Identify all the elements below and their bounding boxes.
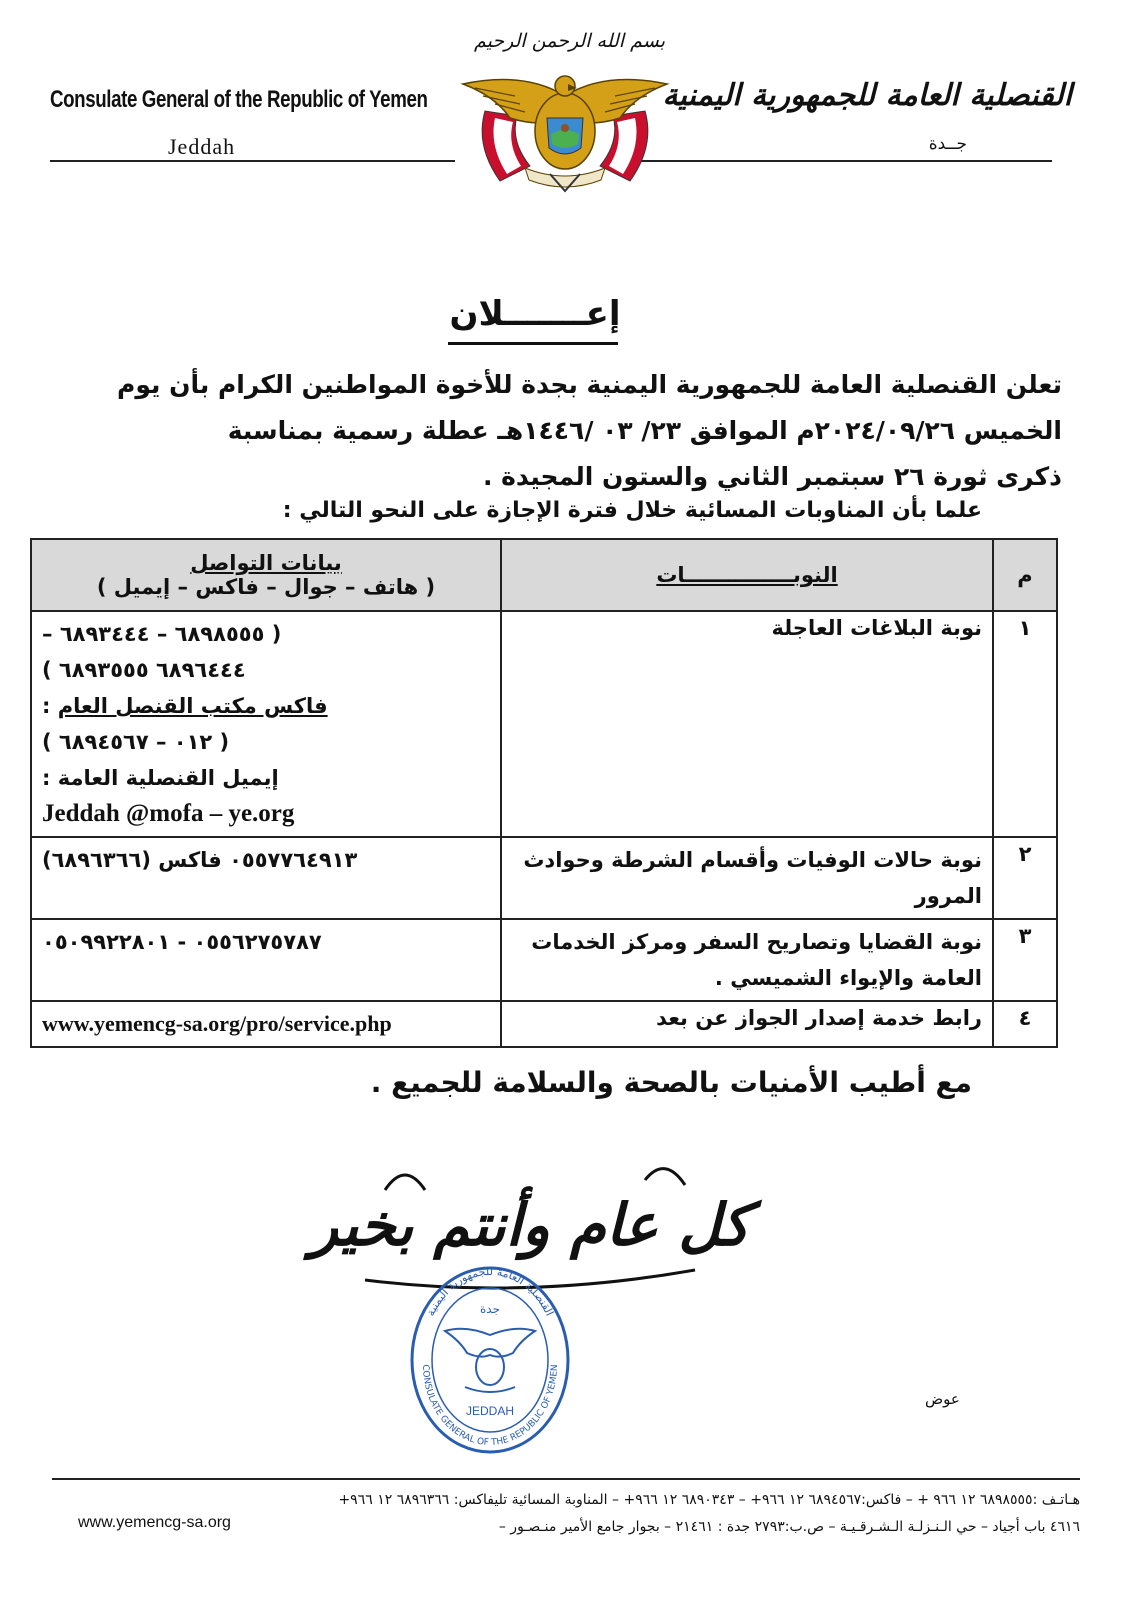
fax-label: فاكس مكتب القنصل العام bbox=[57, 694, 328, 718]
fax-value: ( ٠١٢ – ٦٨٩٤٥٦٧ ) bbox=[42, 730, 230, 754]
header-en-city: Jeddah bbox=[168, 134, 236, 159]
header-contact-label: بيانات التواصل bbox=[190, 551, 342, 575]
header-en-title: Consulate General of the Republic of Yemen bbox=[50, 86, 428, 113]
announcement-line-1: تعلن القنصلية العامة للجمهورية اليمنية بجدة للأخوة المواطنين الكرام بأن يوم bbox=[117, 370, 1062, 399]
row-duty: رابط خدمة إصدار الجواز عن بعد bbox=[501, 1001, 993, 1047]
table-header-row bbox=[31, 539, 1057, 611]
row-no: ١ bbox=[993, 611, 1057, 837]
announcement-line-3: ذكرى ثورة ٢٦ سبتمبر الثاني والستون المجيدة . bbox=[482, 462, 1062, 491]
row-no: ٣ bbox=[993, 919, 1057, 1001]
row-no: ٢ bbox=[993, 837, 1057, 919]
table-row bbox=[31, 1001, 1057, 1047]
footer-rule bbox=[52, 1478, 1080, 1480]
yemen-eagle-emblem-icon bbox=[455, 56, 675, 196]
table-row bbox=[31, 919, 1057, 1001]
contact-value: ٠٥٥٦٢٧٥٧٨٧ - ٠٥٠٩٩٢٢٨٠١ bbox=[42, 930, 322, 954]
stamp-top-text: القنصلية العامة للجمهورية اليمنية bbox=[423, 1264, 557, 1319]
announcement-heading-underline bbox=[448, 342, 618, 345]
table-row bbox=[31, 611, 1057, 837]
row-contact bbox=[31, 837, 501, 919]
row-contact bbox=[31, 1001, 501, 1047]
announcement-heading: إعـــــــلان bbox=[449, 294, 621, 334]
header-ar-title: القنصلية العامة للجمهورية اليمنية bbox=[662, 78, 1072, 113]
contact-value: ٠٥٥٧٧٦٤٩١٣ فاكس (٦٨٩٦٣٦٦) bbox=[42, 848, 358, 872]
basmala: بسم الله الرحمن الرحيم bbox=[474, 30, 665, 52]
row-duty: نوبة حالات الوفيات وأقسام الشرطة وحوادث المرور bbox=[501, 837, 993, 919]
email-label: إيميل القنصلية العامة : bbox=[42, 766, 279, 790]
row-contact bbox=[31, 611, 501, 837]
header-ar-city: جــدة bbox=[928, 134, 967, 154]
calligraphy-text: كل عام وأنتم بخير bbox=[310, 1191, 750, 1259]
header-rule-left bbox=[50, 160, 455, 162]
footer-website-link[interactable]: www.yemencg-sa.org bbox=[78, 1514, 237, 1532]
announcement-line-2: الخميس ٢٠٢٤/٠٩/٢٦م الموافق ٢٣/ ٠٣ /١٤٤٦هـ عطلة رسمية بمناسبة bbox=[227, 416, 1062, 445]
header-contact-sub: ( هاتف – جوال – فاكس – إيميل ) bbox=[96, 575, 436, 599]
fax-colon: : bbox=[42, 694, 51, 718]
service-link[interactable]: www.yemencg-sa.org/pro/service.php bbox=[42, 1011, 392, 1036]
row-duty: نوبة القضايا وتصاريح السفر ومركز الخدمات العامة والإيواء الشميسي . bbox=[501, 919, 993, 1001]
stamp-bottom-text: CONSULATE GENERAL OF THE REPUBLIC OF YEMEN bbox=[419, 1364, 561, 1449]
header-contact bbox=[31, 539, 501, 611]
table-row bbox=[31, 837, 1057, 919]
stamp-city-en: JEDDAH bbox=[465, 1404, 515, 1418]
header-no: م bbox=[993, 539, 1057, 611]
fax-label-line bbox=[42, 688, 490, 724]
email-link[interactable]: Jeddah @mofa – ye.org bbox=[42, 800, 295, 827]
footer-contact-line: هـاتـف :٦٨٩٨٥٥٥ ١٢ ٩٦٦ + – فاكس:٦٨٩٤٥٦٧ ١٢ ٩٦٦+ – ٦٨٩٠٣٤٣ ١٢ ٩٦٦+ – المناوبة المسائية تليفاكس: ٦٨٩٦٣٦٦ ١٢ ٩٦٦+ bbox=[338, 1492, 1080, 1508]
phone-line: ( ٦٨٩٨٥٥٥ – ٦٨٩٣٤٤٤ – bbox=[42, 622, 282, 646]
row-no: ٤ bbox=[993, 1001, 1057, 1047]
closing-wishes: مع أطيب الأمنيات بالصحة والسلامة للجميع . bbox=[370, 1066, 972, 1099]
announcement-note: علما بأن المناوبات المسائية خلال فترة الإجازة على النحو التالي : bbox=[282, 498, 982, 523]
header-duty bbox=[501, 539, 993, 611]
footer-address-line: ٤٦١٦ باب أجياد – حي الـنـزلـة الـشـرقـيـة – ص.ب:٢٧٩٣ جدة : ٢١٤٦١ – بجوار جامع الأمير منـصـور – bbox=[498, 1519, 1080, 1535]
phone-line: ٦٨٩٦٤٤٤ ٦٨٩٣٥٥٥ ) bbox=[42, 658, 246, 682]
row-contact bbox=[31, 919, 501, 1001]
header-duty-label: النوبـــــــــــــــات bbox=[656, 563, 838, 587]
signature: عوض bbox=[925, 1390, 960, 1408]
consulate-stamp-icon bbox=[405, 1255, 575, 1455]
duty-table bbox=[30, 538, 1058, 1048]
stamp-city-ar: جدة bbox=[479, 1302, 501, 1316]
row-duty: نوبة البلاغات العاجلة bbox=[501, 611, 993, 837]
